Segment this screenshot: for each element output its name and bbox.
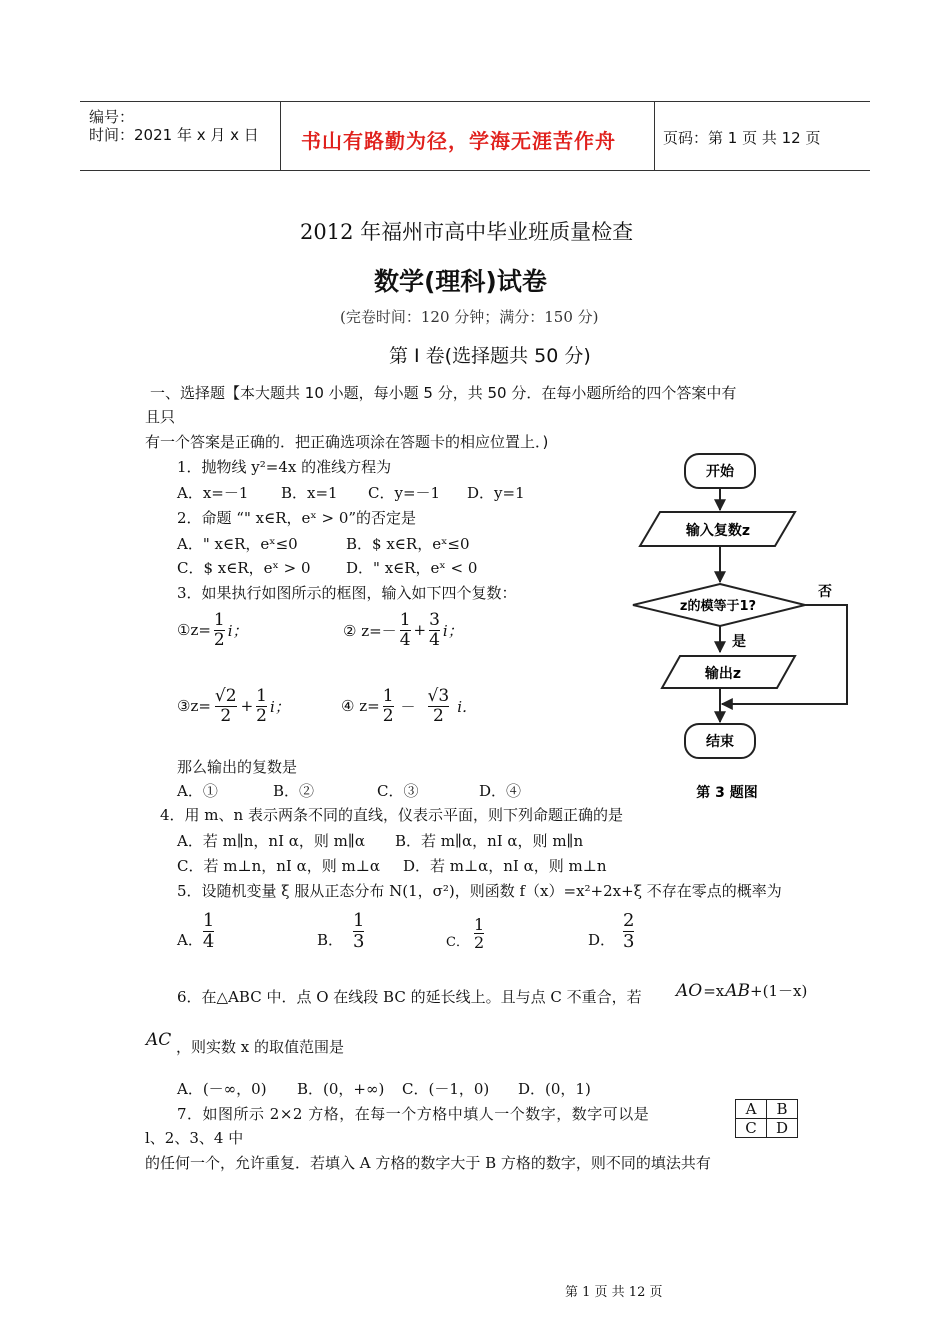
q3-stem: 3．如果执行如图所示的框图，输入如下四个复数： [177,584,517,602]
q3-o2-den2: 4 [429,629,440,650]
q3-o3-fraction-1 [215,687,237,725]
flow-decision-text: z的模等于1? [679,599,757,614]
flow-yes-label: 是 [732,634,746,650]
q5-d-num: 2 [623,910,635,932]
subject-title: 数学(理科)试卷 [374,267,547,296]
q3-o2-den1: 4 [399,629,411,650]
part-title: 第 Ⅰ 卷(选择题共 50 分) [389,345,591,367]
q5-option-c [446,900,484,952]
q3-o1-prefix: ①z= [177,621,211,639]
number-label: 编号： [89,108,135,126]
q7-cell-b: B [767,1100,798,1119]
q4-option-d: D．若 m⊥α，nⅠ α，则 m⊥n [403,857,607,875]
q3-o4-den1: 2 [382,705,394,726]
q7-grid [735,1099,798,1138]
q3-o3-prefix: ③z= [177,697,211,715]
q2-option-b: B．$ x∈R，eˣ≤0 [346,535,470,553]
q5-d-den: 3 [623,931,635,953]
q3-o4-suffix: i． [457,697,477,716]
q3-o3-plus: + [240,697,254,715]
q3-o1-den: 2 [213,629,225,650]
q6-vector-expr [676,980,807,1001]
q6-tail: +(1－x) [750,982,808,1000]
q5-b-label: B． [317,931,344,949]
q3-option-1 [177,600,248,660]
q2-option-c: C．$ x∈R，eˣ > 0 [177,559,311,577]
q3-o2-prefix: ② z=－ [343,621,397,640]
q5-b-fraction [353,911,364,952]
q5-a-num: 1 [202,910,215,932]
q5-a-den: 4 [202,931,215,953]
q5-c-num: 1 [473,914,485,934]
exam-title: 2012 年福州市高中毕业班质量检查 [300,220,634,244]
flow-caption: 第 3 题图 [696,785,758,801]
q7-line3: 的任何一个，允许重复．若填入 A 方格的数字大于 B 方格的数字，则不同的填法共有 [145,1154,711,1172]
q4-stem: 4．用 m、n 表示两条不同的直线，仪表示平面，则下列命题正确的是 [160,806,623,824]
q3-o4-den2: 2 [432,705,444,726]
q5-d-label: D． [588,931,616,949]
q2-option-a: A．" x∈R，eˣ≤0 [177,535,298,553]
q1-option-c: C．y=－1 [368,484,441,502]
q3-option-3 [177,676,290,736]
q6-option-a: A．(－∞，0) [177,1080,267,1098]
q7-line1: 7．如图所示 2×2 方格，在每一个方格中填人一个数字，数字可以是 [177,1105,650,1123]
flowchart-figure [625,448,855,808]
q4-option-c: C．若 m⊥n，nⅠ α，则 m⊥α [177,857,380,875]
motto: 书山有路勤为径，学海无涯苦作舟 [301,129,616,153]
q5-option-a [177,900,214,952]
flow-input-text: 输入复数z [685,523,751,539]
header-table [80,101,870,171]
q3-ask: 那么输出的复数是 [177,758,298,776]
q6-vec-ab: AB [725,981,751,1001]
q3-o3-suffix: i； [269,697,290,716]
q3-o3-den2: 2 [256,705,267,726]
q6-option-b: B．(0，+∞) [297,1080,385,1098]
q3-option-d: D．④ [479,782,522,800]
flow-output-text: 输出z [704,666,742,682]
q5-b-num: 1 [353,910,365,932]
page-info: 页码：第 1 页 共 12 页 [663,129,821,147]
q1-stem: 1．抛物线 y²=4x 的准线方程为 [177,458,392,476]
q3-o3-den1: 2 [220,705,232,726]
q5-stem: 5．设随机变量 ξ 服从正态分布 N(1，σ²)，则函数 f（x）=x²+2x+ξ 不存在零点的概率为 [177,882,782,900]
q3-o3-fraction-2 [256,687,267,725]
q3-option-b: B．② [273,782,315,800]
instructions-line1: 一、选择题【本大题共 10 小题，每小题 5 分，共 50 分．在每小题所给的四个答案中有 [150,384,737,402]
q3-o4-minus: － [400,697,416,716]
q5-a-fraction [203,911,214,952]
header-motto-cell [281,102,655,170]
q6-vec-ao: AO [676,981,703,1001]
flow-start-text: 开始 [706,464,734,480]
q6-stem-pre: 6．在△ABC 中．点 O 在线段 BC 的延长线上。且与点 C 不重合，若 [177,988,642,1006]
q3-o4-fraction-2 [428,687,450,725]
time-label: 时间：2021 年 x 月 x 日 [89,126,259,144]
header-page-cell [655,102,870,170]
q4-option-a: A．若 m∥n，nⅠ α，则 m∥α [177,832,365,850]
q5-c-den: 2 [473,933,485,953]
q3-option-2 [343,600,463,660]
page-footer: 第 1 页 共 12 页 [565,1285,663,1300]
q3-o3-num2: 1 [256,685,267,706]
q3-o1-fraction [214,611,225,649]
q3-o2-suffix: i； [442,621,463,640]
q3-o2-num1: 1 [399,609,411,630]
q5-d-fraction [623,911,634,952]
q3-o2-fraction-2 [429,611,440,649]
exam-meta: (完卷时间：120 分钟；满分：150 分) [340,308,599,326]
q3-o4-num1: 1 [382,685,394,706]
instructions-line3: 有一个答案是正确的．把正确选项涂在答题卡的相应位置上．) [145,433,549,451]
q6-option-c: C．(－1，0) [402,1080,490,1098]
q7-cell-c: C [736,1119,767,1138]
instructions-line2: 且只 [145,408,176,426]
q1-option-d: D．y=1 [467,484,525,502]
q7-line2: l、2、3、4 中 [145,1129,244,1147]
q5-c-fraction [474,916,484,952]
q7-cell-a: A [736,1100,767,1119]
q3-option-c: C．③ [377,782,419,800]
q2-option-d: D．" x∈R，eˣ < 0 [346,559,478,577]
q6-stem-post: ，则实数 x 的取值范围是 [176,1038,344,1056]
q6-eq-x: =x [703,982,725,1000]
q6-vec-ac: AC [146,1030,172,1050]
q5-a-label: A． [177,931,203,949]
q7-cell-d: D [767,1119,798,1138]
q3-o3-num1: √2 [214,685,237,706]
q5-option-d [588,900,634,952]
q3-o1-suffix: i； [227,621,248,640]
q3-o2-plus: + [413,621,427,639]
flow-end-text: 结束 [706,734,734,750]
q3-o4-num2: √3 [427,685,450,706]
header-meta-cell [80,102,281,170]
q3-o1-num: 1 [213,609,225,630]
q3-o2-fraction-1 [400,611,411,649]
flow-no-label: 否 [818,584,832,600]
q3-option-a: A．① [177,782,218,800]
q5-c-label: C． [446,935,469,950]
q2-stem: 2．命题 “" x∈R，eˣ > 0”的否定是 [177,509,417,527]
q3-o2-num2: 3 [429,609,440,630]
q3-o4-fraction-1 [383,687,394,725]
q5-option-b [317,900,364,952]
q5-b-den: 3 [353,931,365,953]
q1-option-a: A．x=－1 [177,484,249,502]
q4-option-b: B．若 m∥α，nⅠ α，则 m∥n [395,832,584,850]
q1-option-b: B．x=1 [281,484,338,502]
q3-o4-prefix: ④ z= [341,697,380,715]
q3-option-4 [341,676,477,736]
q6-option-d: D．(0，1) [518,1080,591,1098]
